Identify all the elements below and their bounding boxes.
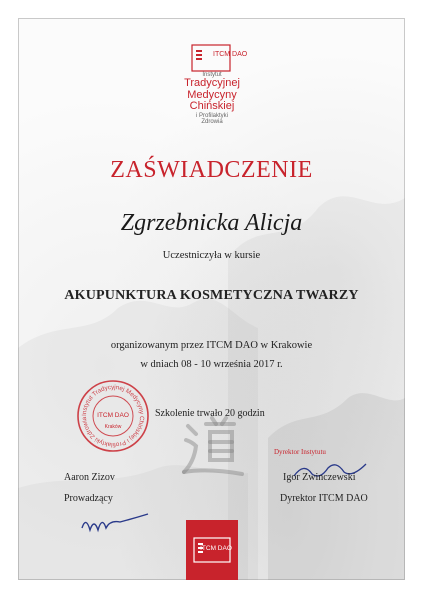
organizer-text: organizowanym przez ITCM DAO w Krakowie [110,340,313,351]
institute-name-line6: Zdrowia [201,119,223,126]
course-title: AKUPUNKTURA KOSMETYCZNA TWARZY [64,288,359,303]
institute-name-line2: Tradycyjnej [184,77,240,90]
director-name: Igor Zwinczewski [283,472,356,483]
institute-name [160,72,264,126]
institute-name-line1: Instytut [202,72,222,78]
instructor-role: Prowadzący [64,493,113,504]
instructor-name: Aaron Zizov [64,472,115,483]
duration-text: Szkolenie trwało 20 godzin [155,408,265,419]
itcm-bottom-logo-icon [186,520,238,580]
dates-text: w dniach 08 - 10 września 2017 r. [140,359,283,370]
director-stamp-text: Dyrektor Instytutu [274,448,326,456]
institute-name-line4: Chińskiej [189,100,235,113]
logo-mark-text: ITCM DAO [213,51,248,58]
bottom-logo-text: ITCM DAO [200,545,232,552]
participation-text: Uczestniczyła w kursie [162,250,261,261]
institute-stamp [75,378,151,454]
institute-name-line3: Medycyny [187,88,237,101]
certificate-title: ZAŚWIADCZENIE [110,157,313,183]
calligraphy-watermark-icon [178,412,248,482]
instructor-signature [80,510,150,538]
itcm-logo-mark [185,44,248,72]
stamp-ring-text: Instytut Tradycyjnej Medycyny Chińskiej i Profilaktyki Zdrowia [80,383,146,449]
director-role: Dyrektor ITCM DAO [280,493,368,504]
stamp-city: Kraków [104,424,122,430]
stamp-center-mark: ITCM DAO [97,412,129,419]
institute-name-line5: i Profilaktyki [195,112,228,119]
recipient-name: Zgrzebnicka Alicja [120,210,303,236]
